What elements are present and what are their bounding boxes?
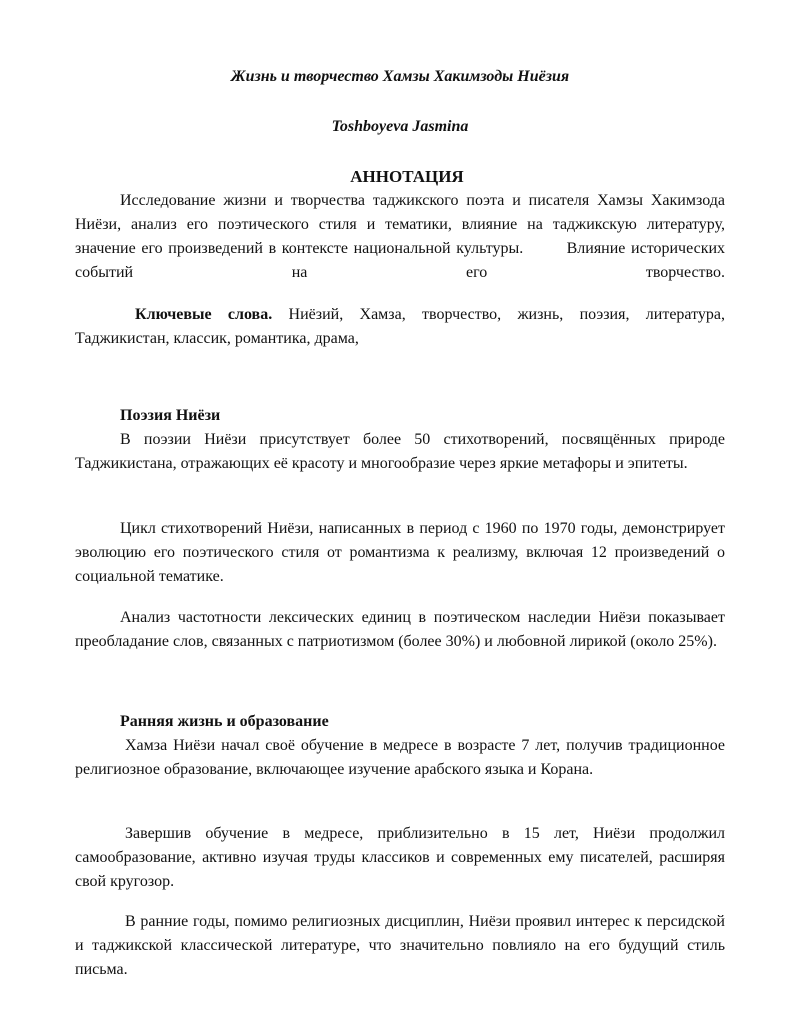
section-heading-poetry: Поэзия Ниёзи [120, 407, 221, 424]
poetry-paragraph-2-block [75, 517, 725, 589]
section-heading-early-life: Ранняя жизнь и образование [120, 713, 329, 730]
keywords-text: Ниёзий, Хамза, творчество, жизнь, поэзия, литература, Таджикистан, классик, романтика, драма, [75, 306, 726, 347]
keywords-block [75, 303, 725, 351]
early-life-paragraph-3-block [75, 910, 725, 982]
section-paragraph: Хамза Ниёзи начал своё обучение в медресе в возрасте 7 лет, получив традиционное религиозное образование, включающее изучение арабского языка и Корана. [75, 737, 725, 778]
early-life-paragraph-1-block [75, 734, 725, 782]
document-author: Toshboyeva Jasmina [331, 118, 469, 135]
keywords-label: Ключевые слова. [135, 306, 273, 323]
early-life-paragraph-2-block [75, 822, 725, 894]
annotation-paragraph [75, 189, 725, 285]
section-paragraph: Анализ частотности лексических единиц в поэтическом наследии Ниёзи показывает преобладание слов, связанных с патриотизмом (более 30%) и любовной лирикой (около 25%). [75, 609, 725, 650]
section-paragraph: Цикл стихотворений Ниёзи, написанных в период с 1960 по 1970 годы, демонстрирует эволюцию его поэтического стиля от романтизма к реализму, включая 12 произведений о социальной тематике. [75, 520, 725, 585]
section-paragraph: В поэзии Ниёзи присутствует более 50 стихотворений, посвящённых природе Таджикистана, отражающих её красоту и многообразие через яркие метафоры и эпитеты. [75, 431, 725, 472]
annotation-text-tail: Влияние исторических событий на его творчество. [75, 240, 726, 281]
annotation-block [75, 189, 725, 285]
poetry-paragraph-3-block [75, 606, 725, 654]
annotation-heading: АННОТАЦИЯ [350, 167, 464, 186]
poetry-paragraph-1-block [75, 428, 725, 476]
section-paragraph: В ранние годы, помимо религиозных дисциплин, Ниёзи проявил интерес к персидской и таджикской классической литературе, что значительно повлияло на его будущий стиль письма. [75, 913, 725, 978]
keywords-paragraph [75, 303, 725, 351]
annotation-text: Исследование жизни и творчества таджикского поэта и писателя Хамзы Хакимзода Ниёзи, анализ его поэтического стиля и тематики, влияние на таджикскую литературу, значение его произведений в контексте национальной культуры. [75, 192, 725, 257]
document-title: Жизнь и творчество Хамзы Хакимзоды Ниёзия [230, 68, 570, 85]
section-paragraph: Завершив обучение в медресе, приблизительно в 15 лет, Ниёзи продолжил самообразование, активно изучая труды классиков и современных ему писателей, расширяя свой кругозор. [75, 825, 725, 890]
